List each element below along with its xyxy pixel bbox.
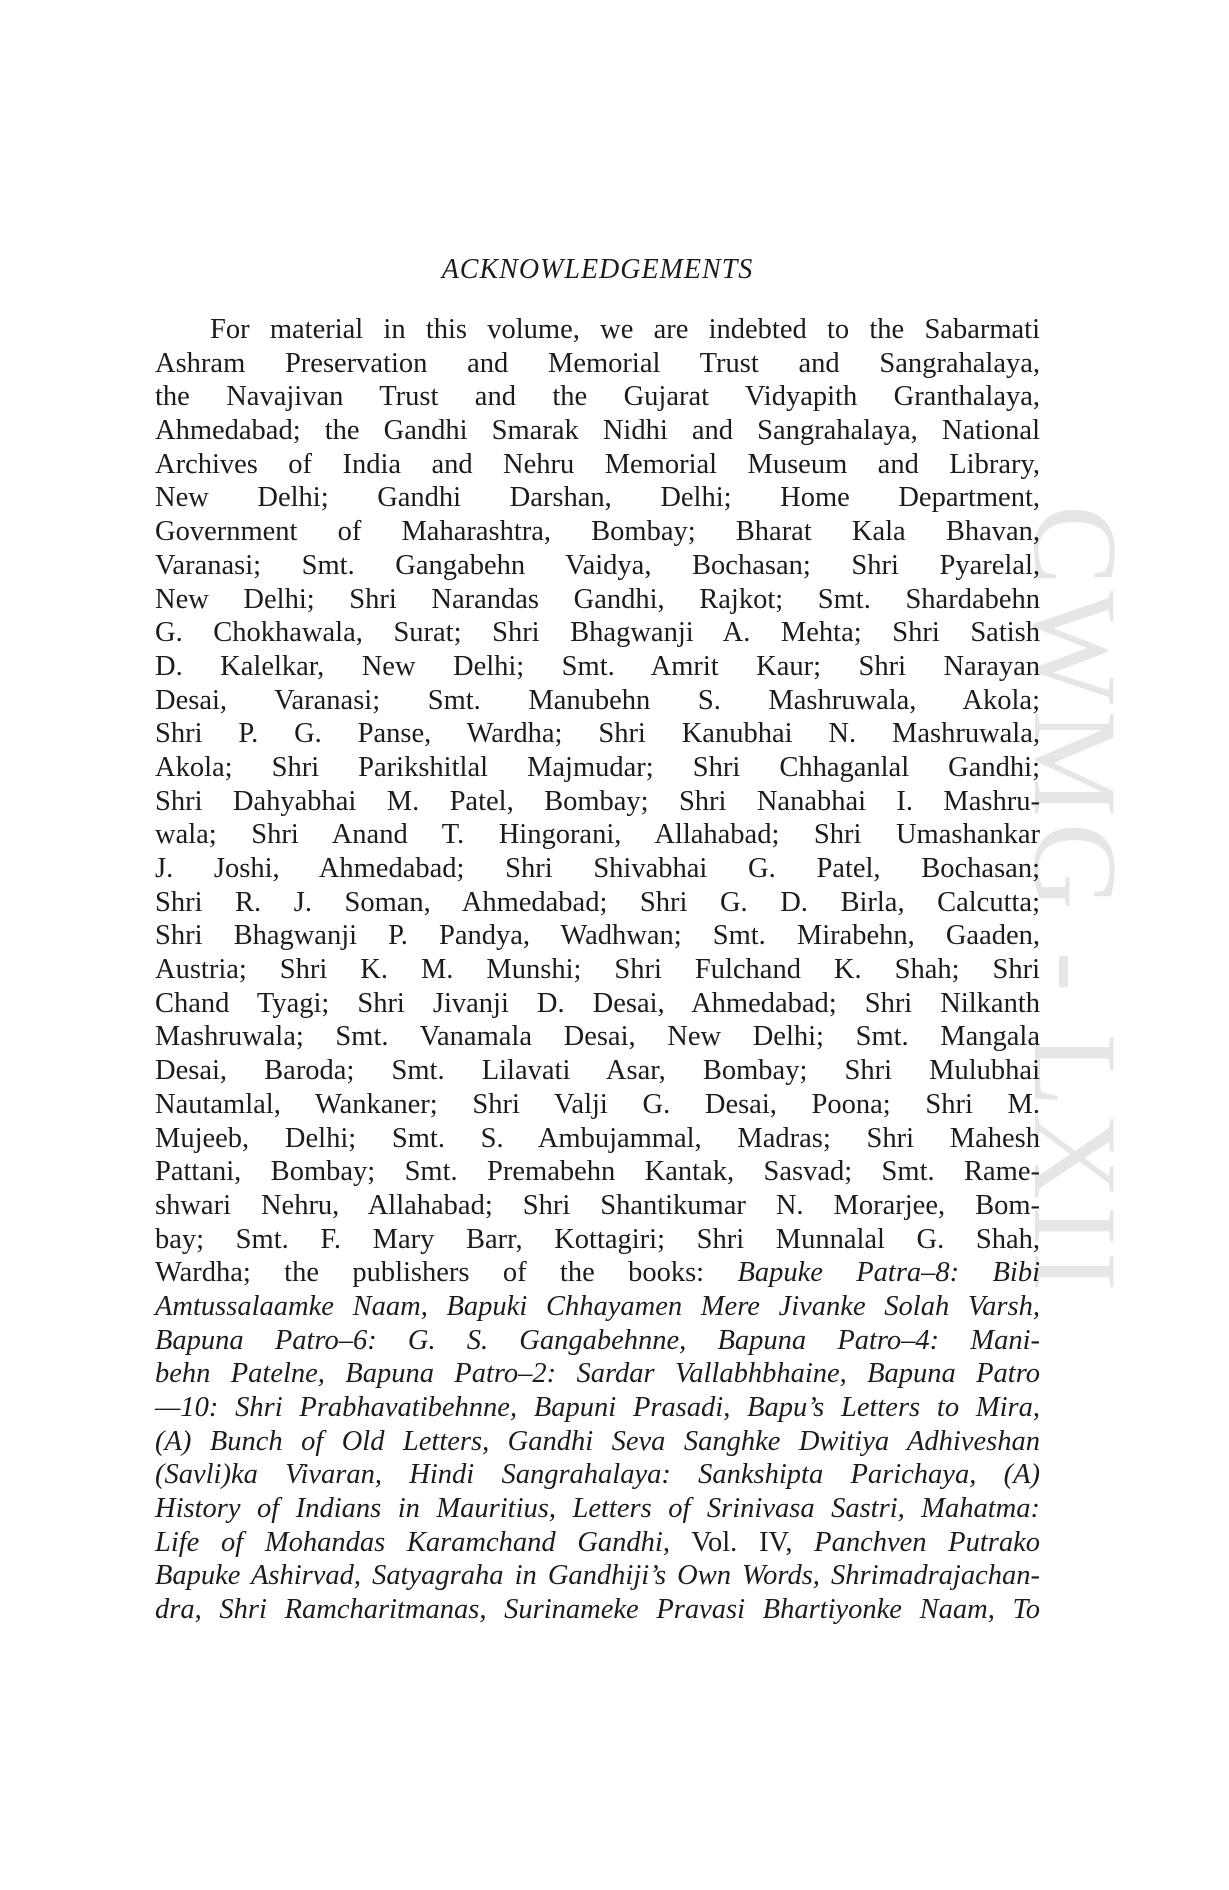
text-line: Akola; Shri Parikshitlal Majmudar; Shri Chhaganlal Gandhi; bbox=[155, 751, 1040, 783]
text-line: Austria; Shri K. M. Munshi; Shri Fulchand K. Shah; Shri bbox=[155, 954, 1040, 986]
book-title-segment: Bapuke Patra–8: Bibi bbox=[737, 1257, 1040, 1289]
book-titles-line: (A) Bunch of Old Letters, Gandhi Seva Sanghke Dwitiya Adhiveshan bbox=[155, 1425, 1040, 1457]
text-line: For material in this volume, we are indebted to the Sabarmati bbox=[210, 314, 1040, 345]
text-line: J. Joshi, Ahmedabad; Shri Shivabhai G. Patel, Bochasan; bbox=[155, 853, 1040, 884]
text-line: shwari Nehru, Allahabad; Shri Shantikumar N. Morarjee, Bom- bbox=[155, 1189, 1040, 1221]
book-title-segment: Panchven Putrako bbox=[814, 1526, 1040, 1558]
text-line: New Delhi; Gandhi Darshan, Delhi; Home Department, bbox=[155, 482, 1040, 514]
text-line: Desai, Varanasi; Smt. Manubehn S. Mashruwala, Akola; bbox=[155, 684, 1040, 716]
book-titles-line: Amtussalaamke Naam, Bapuki Chhayamen Mere Jivanke Solah Varsh, bbox=[155, 1290, 1040, 1322]
text-line: Government of Maharashtra, Bombay; Bharat Kala Bhavan, bbox=[155, 516, 1040, 548]
text-line: Ahmedabad; the Gandhi Smarak Nidhi and Sangrahalaya, National bbox=[155, 415, 1040, 447]
text-line: Pattani, Bombay; Smt. Premabehn Kantak, Sasvad; Smt. Rame- bbox=[155, 1156, 1040, 1188]
text-line: Ashram Preservation and Memorial Trust and Sangrahalaya, bbox=[155, 347, 1040, 379]
book-titles-line: behn Patelne, Bapuna Patro–2: Sardar Vallabhbhaine, Bapuna Patro bbox=[155, 1358, 1040, 1390]
text-segment: Wardha; the publishers of the books: bbox=[155, 1257, 738, 1289]
text-line-mixed bbox=[155, 1256, 1040, 1290]
text-segment: Vol. IV, bbox=[669, 1526, 815, 1558]
book-titles-line: (Savli)ka Vivaran, Hindi Sangrahalaya: Sankshipta Parichaya, (A) bbox=[155, 1459, 1040, 1491]
text-line: Shri Dahyabhai M. Patel, Bombay; Shri Nanabhai I. Mashru- bbox=[155, 785, 1040, 817]
text-line: wala; Shri Anand T. Hingorani, Allahabad; Shri Umashankar bbox=[155, 819, 1040, 851]
text-line: the Navajivan Trust and the Gujarat Vidyapith Granthalaya, bbox=[155, 381, 1040, 413]
text-line: Chand Tyagi; Shri Jivanji D. Desai, Ahmedabad; Shri Nilkanth bbox=[155, 987, 1040, 1019]
text-line: Mujeeb, Delhi; Smt. S. Ambujammal, Madras; Shri Mahesh bbox=[155, 1122, 1040, 1154]
book-titles-line: dra, Shri Ramcharitmanas, Surinameke Pravasi Bhartiyonke Naam, To bbox=[155, 1594, 1040, 1626]
watermark: CWMG - LXII bbox=[1009, 505, 1142, 1298]
text-line: Archives of India and Nehru Memorial Museum and Library, bbox=[155, 448, 1040, 480]
text-line: G. Chokhawala, Surat; Shri Bhagwanji A. Mehta; Shri Satish bbox=[155, 617, 1040, 649]
text-line: Varanasi; Smt. Gangabehn Vaidya, Bochasan; Shri Pyarelal, bbox=[155, 549, 1040, 581]
text-line: Shri R. J. Soman, Ahmedabad; Shri G. D. Birla, Calcutta; bbox=[155, 886, 1040, 918]
text-line: D. Kalelkar, New Delhi; Smt. Amrit Kaur; Shri Narayan bbox=[155, 650, 1040, 682]
text-line: Nautamlal, Wankaner; Shri Valji G. Desai, Poona; Shri M. bbox=[155, 1088, 1040, 1120]
acknowledgements-body bbox=[155, 313, 1040, 1627]
text-line: New Delhi; Shri Narandas Gandhi, Rajkot; Smt. Shardabehn bbox=[155, 583, 1040, 615]
text-line: Shri Bhagwanji P. Pandya, Wadhwan; Smt. Mirabehn, Gaaden, bbox=[155, 920, 1040, 952]
book-titles-line: Bapuna Patro–6: G. S. Gangabehnne, Bapuna Patro–4: Mani- bbox=[155, 1324, 1040, 1356]
book-title-segment: Life of Mohandas Karamchand Gandhi, bbox=[155, 1526, 670, 1558]
book-titles-line: Bapuke Ashirvad, Satyagraha in Gandhiji’s Own Words, Shrimadrajachan- bbox=[155, 1560, 1040, 1592]
book-titles-line: —10: Shri Prabhavatibehnne, Bapuni Prasadi, Bapu’s Letters to Mira, bbox=[155, 1392, 1040, 1423]
text-line: Shri P. G. Panse, Wardha; Shri Kanubhai N. Mashruwala, bbox=[155, 718, 1040, 750]
text-line: Mashruwala; Smt. Vanamala Desai, New Delhi; Smt. Mangala bbox=[155, 1021, 1040, 1053]
page-title: ACKNOWLEDGEMENTS bbox=[441, 254, 754, 285]
book-titles-line: History of Indians in Mauritius, Letters of Srinivasa Sastri, Mahatma: bbox=[155, 1493, 1040, 1525]
text-line-mixed bbox=[155, 1526, 1040, 1560]
text-line: bay; Smt. F. Mary Barr, Kottagiri; Shri Munnalal G. Shah, bbox=[155, 1223, 1040, 1255]
text-line: Desai, Baroda; Smt. Lilavati Asar, Bombay; Shri Mulubhai bbox=[155, 1055, 1040, 1087]
